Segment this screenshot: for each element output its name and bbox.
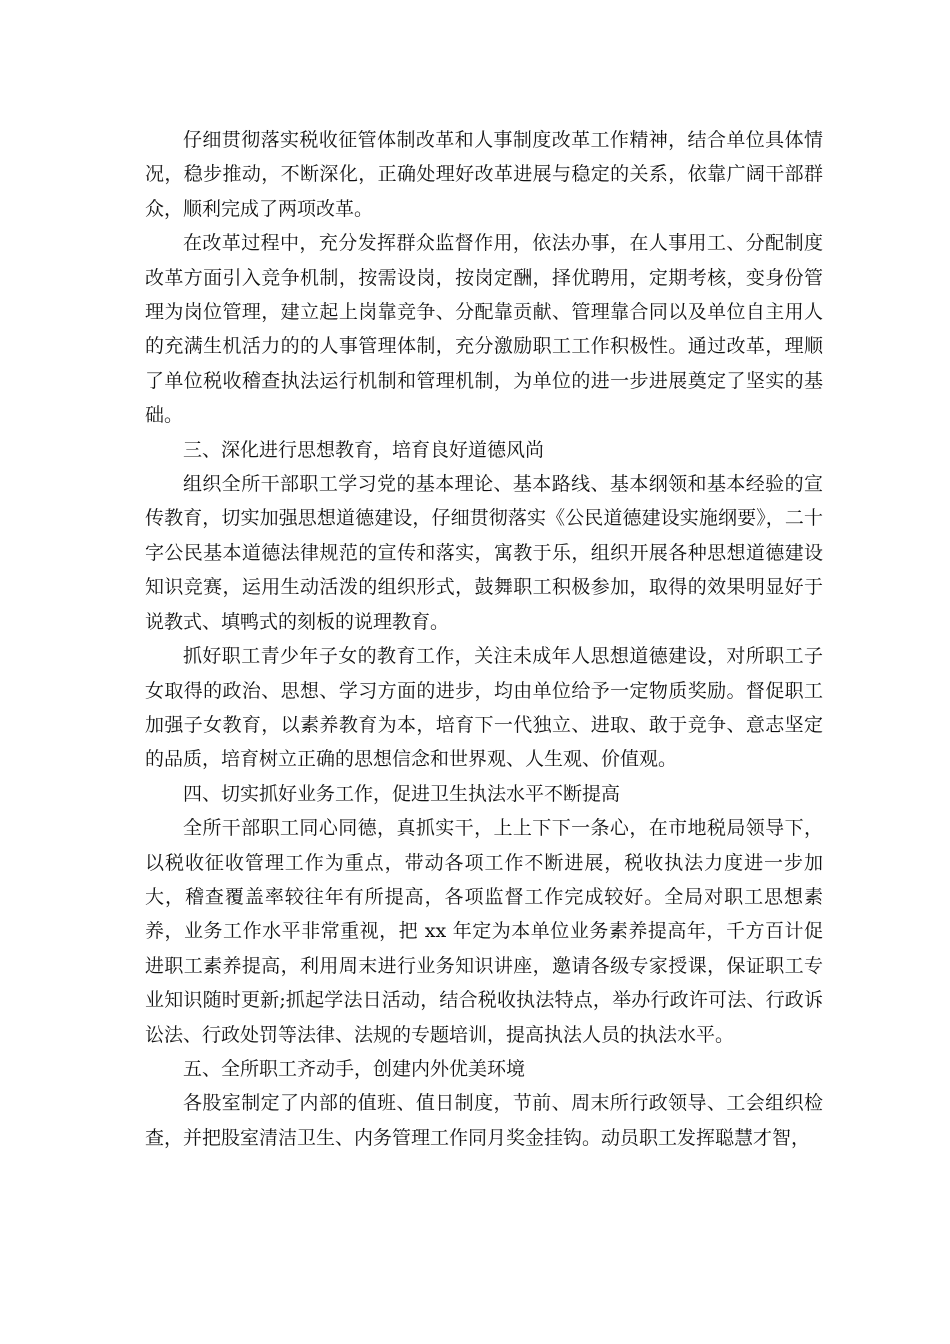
paragraph: 全所干部职工同心同德，真抓实干，上上下下一条心，在市地税局领导下，以税收征收管理工作为重点，带动各项工作不断进展，税收执法力度进一步加大，稽查覆盖率较往年有所提高，各项监督工作完成较好。全局对职工思想素养，业务工作水平非常重视，把 xx 年定为本单位业务素养提高年，千方百计促进职工素养提高，利用周末进行业务知识讲座，邀请各级专家授课，保证职工专业知识随时更新;抓起学法日活动，结合税收执法特点，举办行政许可法、行政诉讼法、行政处罚等法律、法规的专题培训，提高执法人员的执法水平。 bbox=[145, 817, 823, 1046]
paragraph: 仔细贯彻落实税收征管体制改革和人事制度改革工作精神，结合单位具体情况，稳步推动，不断深化，正确处理好改革进展与稳定的关系，依靠广阔干部群众，顺利完成了两项改革。 bbox=[145, 129, 823, 220]
paragraph: 各股室制定了内部的值班、值日制度，节前、周末所行政领导、工会组织检查，并把股室清洁卫生、内务管理工作同月奖金挂钩。动员职工发挥聪慧才智， bbox=[145, 1092, 823, 1149]
paragraph: 在改革过程中，充分发挥群众监督作用，依法办事，在人事用工、分配制度改革方面引入竞争机制，按需设岗，按岗定酬，择优聘用，定期考核，变身份管理为岗位管理，建立起上岗靠竞争、分配靠贡献、管理靠合同以及单位自主用人的充满生机活力的的人事管理体制，充分激励职工工作积极性。通过改革，理顺了单位税收稽查执法运行机制和管理机制，为单位的进一步进展奠定了坚实的基础。 bbox=[145, 232, 823, 427]
paragraph: 抓好职工青少年子女的教育工作，关注未成年人思想道德建设，对所职工子女取得的政治、思想、学习方面的进步，均由单位给予一定物质奖励。督促职工加强子女教育，以素养教育为本，培育下一代独立、进取、敢于竞争、意志坚定的品质，培育树立正确的思想信念和世界观、人生观、价值观。 bbox=[145, 645, 823, 771]
paragraph: 组织全所干部职工学习党的基本理论、基本路线、基本纲领和基本经验的宣传教育，切实加强思想道德建设，仔细贯彻落实《公民道德建设实施纲要》，二十字公民基本道德法律规范的宣传和落实，寓教于乐，组织开展各种思想道德建设知识竞赛，运用生动活泼的组织形式，鼓舞职工积极参加，取得的效果明显好于说教式、填鸭式的刻板的说理教育。 bbox=[145, 473, 823, 633]
section-heading: 四、切实抓好业务工作，促进卫生执法水平不断提高 bbox=[183, 782, 621, 805]
document-body bbox=[145, 123, 823, 1155]
section-heading: 三、深化进行思想教育，培育良好道德风尚 bbox=[183, 438, 545, 461]
section-heading: 五、全所职工齐动手，创建内外优美环境 bbox=[183, 1057, 526, 1080]
